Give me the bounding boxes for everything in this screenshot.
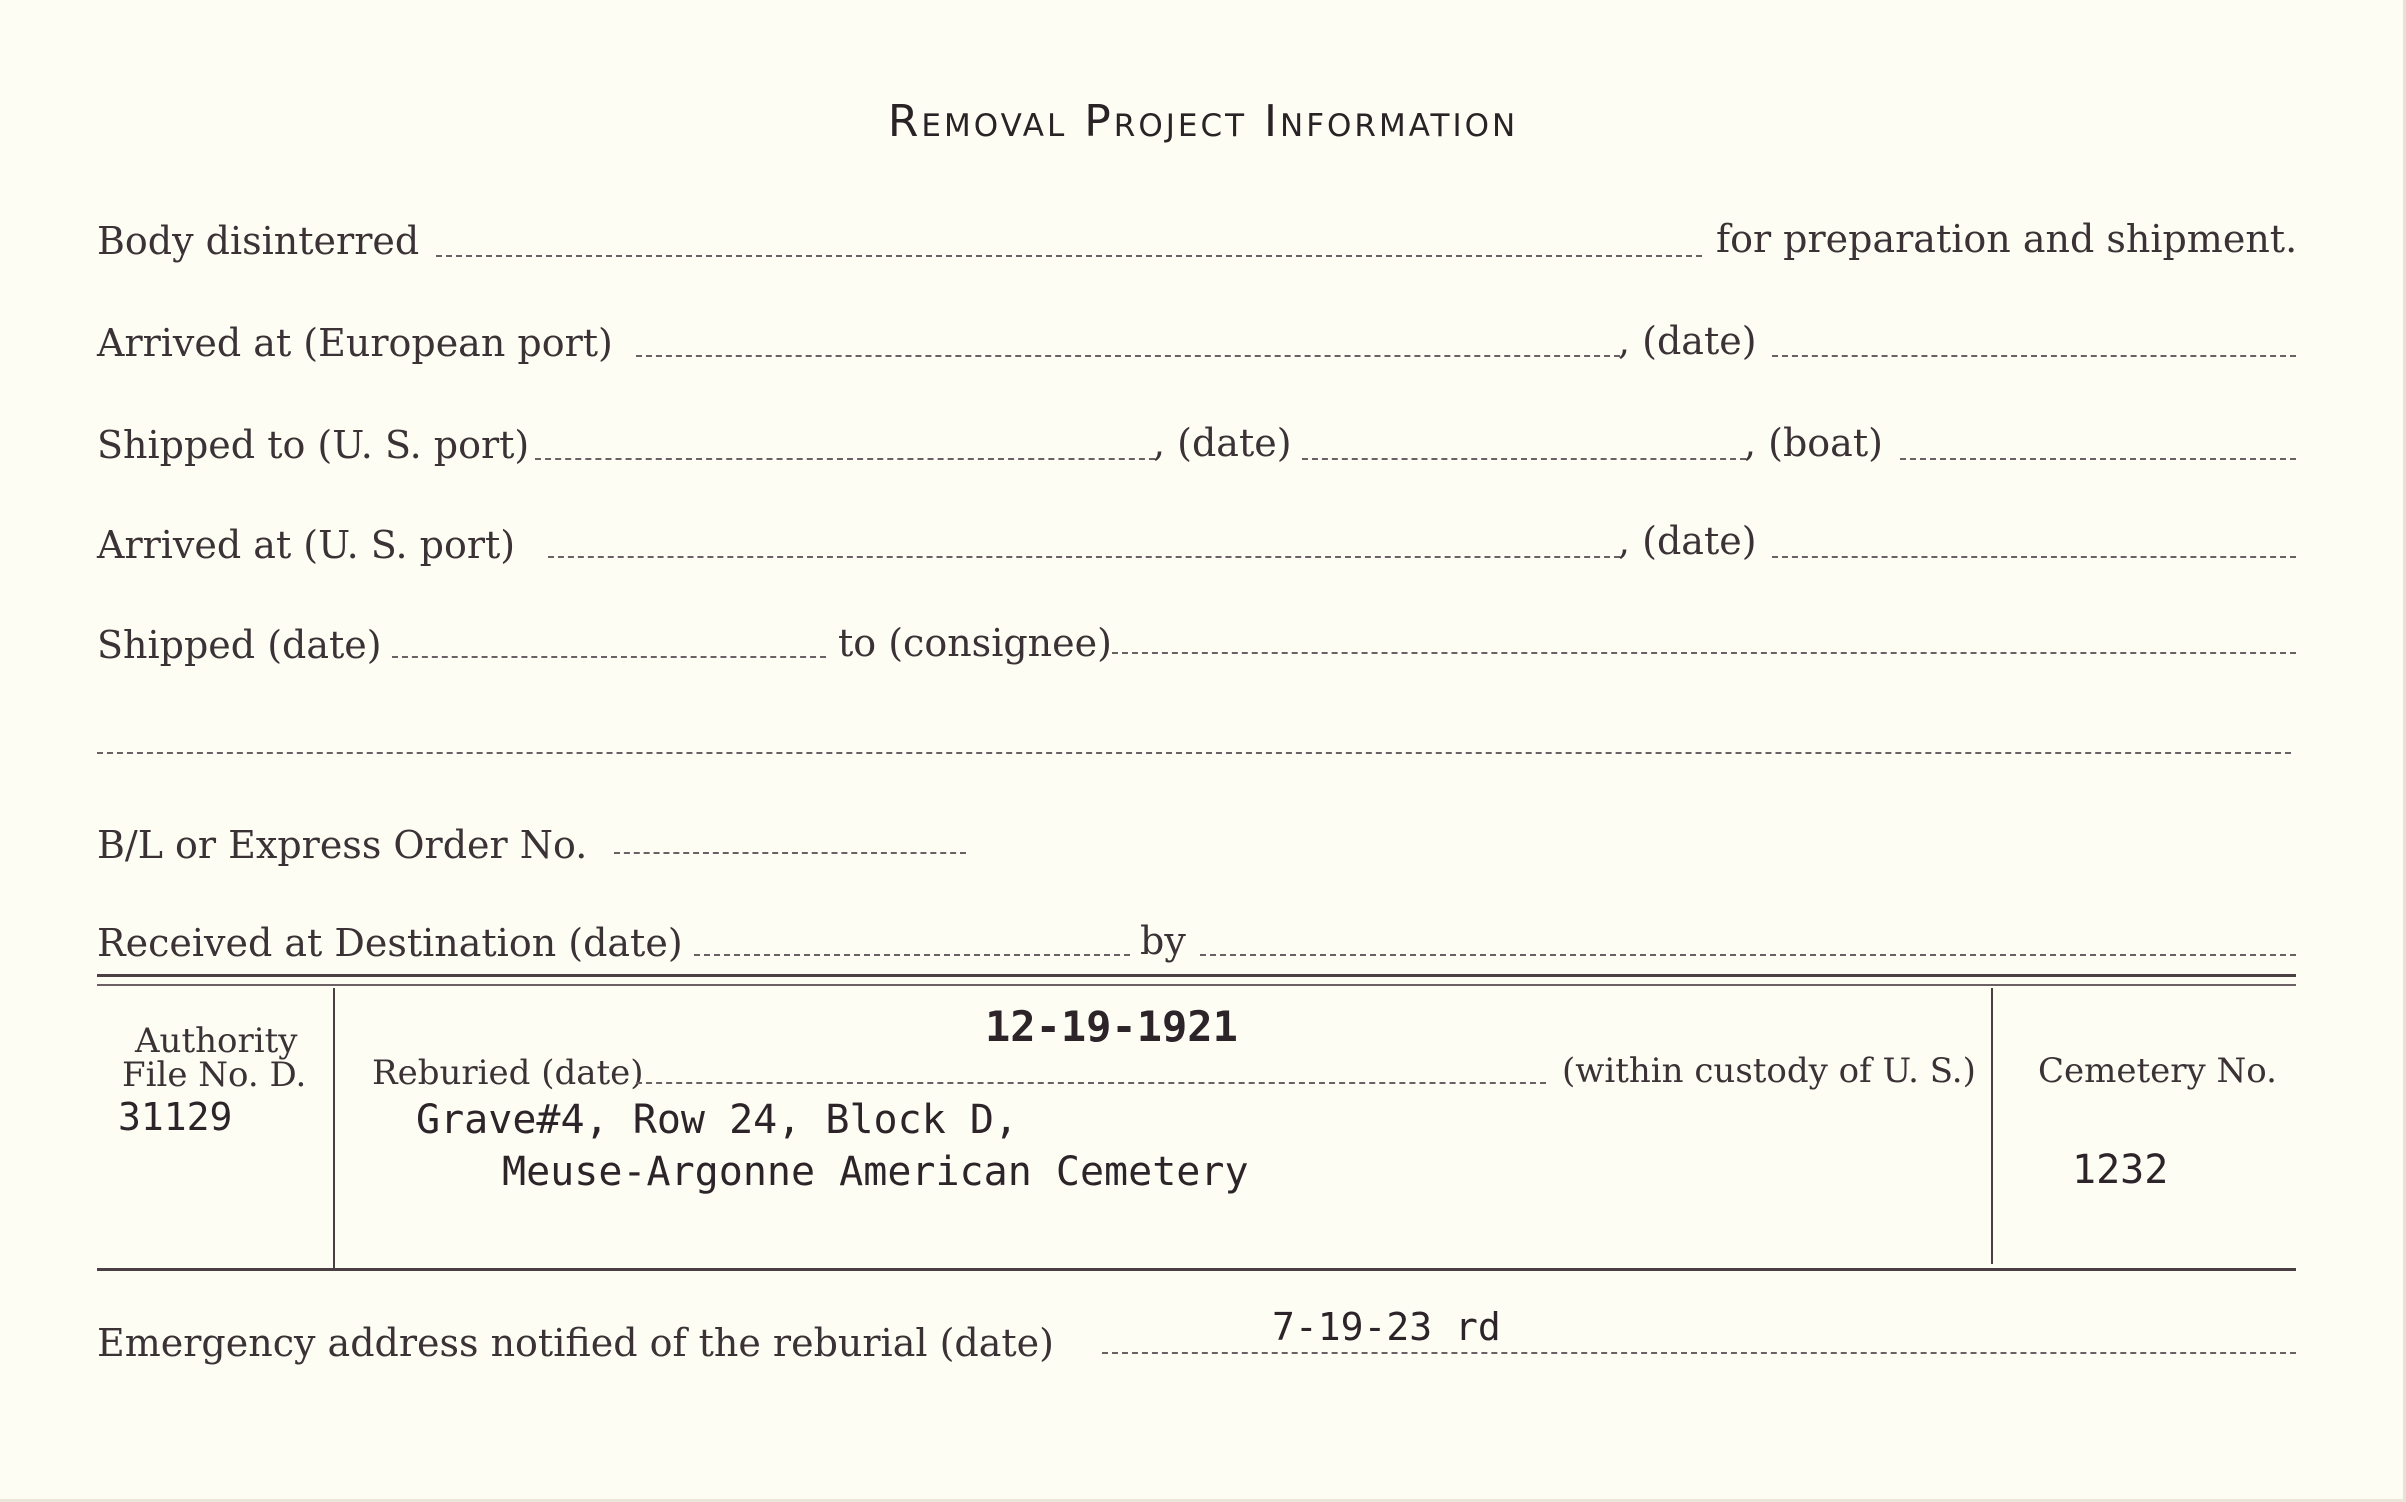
cemetery-number: 1232	[2072, 1147, 2169, 1193]
emergency-date-line	[1102, 1352, 2296, 1354]
arrived-european-date-label: , (date)	[1618, 319, 1757, 363]
shipped-us-boat-line	[1900, 458, 2296, 460]
reburied-label: Reburied (date)	[372, 1053, 644, 1093]
arrived-us-date-line	[1772, 556, 2296, 558]
received-by-label: by	[1140, 919, 1186, 963]
bl-label: B/L or Express Order No.	[97, 823, 588, 867]
shipped-date-line	[392, 656, 826, 658]
arrived-european-label: Arrived at (European port)	[97, 321, 613, 365]
body-disinterred-label: Body disinterred	[97, 219, 420, 263]
shipped-date-label: Shipped (date)	[97, 623, 382, 667]
box-top-rule	[97, 974, 2296, 977]
received-date-line	[694, 954, 1130, 956]
shipped-us-date-line	[1302, 458, 1746, 460]
arrived-european-port-line	[636, 355, 1620, 357]
shipped-us-label: Shipped to (U. S. port)	[97, 423, 530, 467]
shipped-us-boat-label: , (boat)	[1744, 421, 1883, 465]
consignee-line	[1112, 652, 2296, 654]
box-divider-left	[333, 988, 335, 1268]
reburied-date-line	[636, 1082, 1546, 1084]
arrived-us-label: Arrived at (U. S. port)	[97, 523, 516, 567]
card-title: Removal Project Information	[887, 96, 1519, 147]
authority-label-line1: Authority	[135, 1021, 298, 1061]
arrived-us-date-label: , (date)	[1618, 519, 1757, 563]
arrived-european-date-line	[1772, 355, 2296, 357]
received-by-line	[1200, 954, 2296, 956]
reburied-date-value: 12-19-1921	[985, 1002, 1238, 1051]
box-bottom-rule	[97, 1268, 2296, 1271]
grave-location-line1: Grave#4, Row 24, Block D,	[416, 1097, 1019, 1143]
consignee-label: to (consignee)	[838, 621, 1112, 665]
grave-location-line2: Meuse-Argonne American Cemetery	[502, 1149, 1249, 1195]
custody-label: (within custody of U. S.)	[1562, 1051, 1976, 1091]
authority-file-number: 31129	[118, 1095, 233, 1139]
cemetery-label: Cemetery No.	[2038, 1051, 2277, 1091]
box-divider-right	[1991, 988, 1993, 1264]
shipped-us-port-line	[535, 458, 1155, 460]
bl-line	[614, 852, 966, 854]
shipped-us-date-label: , (date)	[1153, 421, 1292, 465]
emergency-label: Emergency address notified of the reburial (date)	[97, 1321, 1054, 1365]
authority-label-line2: File No. D.	[122, 1055, 307, 1095]
emergency-date-value: 7-19-23 rd	[1272, 1305, 1501, 1349]
body-disinterred-line	[436, 255, 1702, 257]
body-disinterred-suffix: for preparation and shipment.	[1716, 217, 2298, 261]
consignee-continuation-line	[97, 752, 2291, 754]
arrived-us-port-line	[548, 556, 1620, 558]
box-top-rule-double	[97, 984, 2296, 986]
received-label: Received at Destination (date)	[97, 921, 683, 965]
